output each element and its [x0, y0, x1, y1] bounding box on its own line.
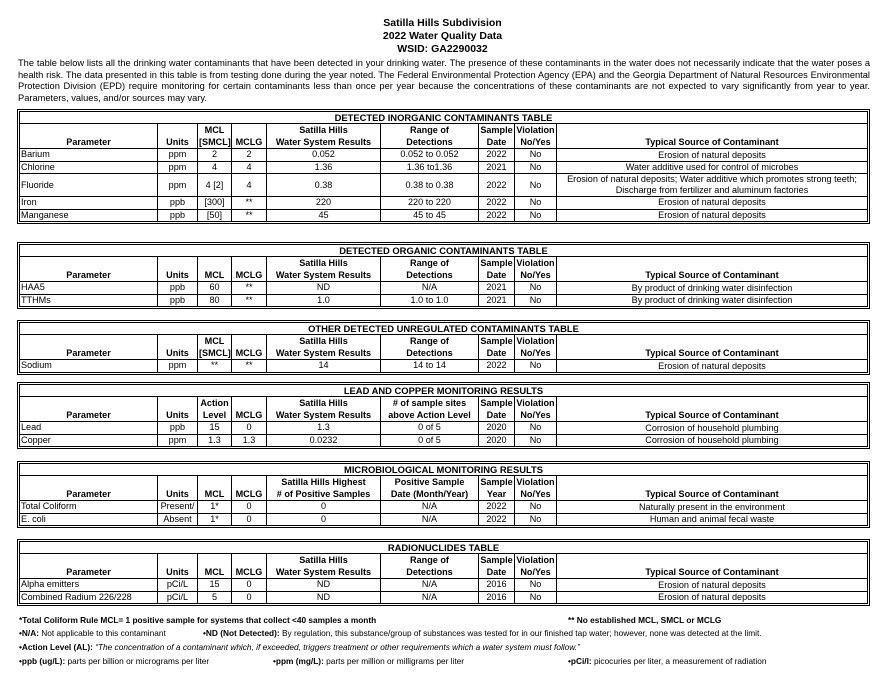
table-cell: 1.3 [198, 434, 232, 446]
table-cell: 60 [198, 282, 232, 294]
table-cell: ** [232, 197, 267, 209]
column-header-top [158, 257, 198, 270]
table-cell: ND [267, 579, 381, 591]
table-cell: 4 [198, 161, 232, 173]
table-cell: 2021 [479, 294, 515, 306]
column-header: Parameter [20, 136, 158, 149]
column-header-top: Satilla Hills [267, 554, 381, 567]
column-header: Typical Source of Contaminant [557, 409, 868, 422]
column-header: Typical Source of Contaminant [557, 269, 868, 282]
table-cell: ** [232, 282, 267, 294]
parameter-cell: Lead [20, 422, 158, 434]
column-header-top: Violation [516, 398, 555, 409]
table-cell: ppm [158, 174, 198, 197]
table-cell: ppb [158, 197, 198, 209]
table-cell: ppm [158, 161, 198, 173]
column-header: MCLG [232, 347, 267, 360]
column-header-top [20, 397, 158, 410]
table-cell: No [515, 294, 557, 306]
table-cell: Absent [158, 513, 198, 525]
column-header-top [557, 257, 868, 270]
table-cell: 14 [267, 360, 381, 372]
table-cell: 1.36 [267, 161, 381, 173]
column-header: Parameter [20, 488, 158, 501]
table-cell: ND [267, 282, 381, 294]
column-header-top [20, 554, 158, 567]
column-header: Water System Results [267, 566, 381, 579]
column-header: Date [479, 136, 515, 149]
table-row [20, 422, 868, 434]
column-header-top [557, 124, 868, 137]
column-header-top: Satilla Hills [267, 124, 381, 137]
column-header: Date [479, 269, 515, 282]
column-header: Date (Month/Year) [381, 488, 479, 501]
column-header: Detections [381, 566, 479, 579]
table-row [20, 294, 868, 306]
column-header-top: Positive Sample [381, 476, 479, 489]
column-header: MCLG [232, 566, 267, 579]
table-cell: 1* [198, 513, 232, 525]
table-row [20, 579, 868, 591]
column-header-top: Violation [516, 125, 555, 136]
column-header: Date [479, 347, 515, 360]
table-cell: 0 [232, 579, 267, 591]
parameter-cell: Iron [20, 197, 158, 209]
table-cell: 1* [198, 501, 232, 513]
column-header-top: Satilla Hills [267, 257, 381, 270]
table-cell: Naturally present in the environment [557, 501, 868, 513]
column-header: No/Yes [515, 409, 557, 422]
column-header-top: Sample [480, 477, 513, 488]
table-cell: N/A [381, 591, 479, 603]
table-cell: Water additive used for control of microbes [557, 161, 868, 173]
table-cell: [50] [198, 209, 232, 221]
column-header: Year [479, 488, 515, 501]
parameter-cell: Total Coliform [20, 501, 158, 513]
column-header: Detections [381, 269, 479, 282]
table-cell: By product of drinking water disinfection [557, 294, 868, 306]
data-table-1 [17, 109, 870, 224]
table-cell: 2 [232, 149, 267, 161]
table-cell: 2021 [479, 282, 515, 294]
column-header-top [232, 397, 267, 410]
column-header-top [232, 257, 267, 270]
table-cell: ppb [158, 294, 198, 306]
data-table-4 [17, 382, 870, 449]
column-header: Detections [381, 136, 479, 149]
table-cell: 0.052 to 0.052 [381, 149, 479, 161]
table-cell: N/A [381, 513, 479, 525]
footnote-ppb: •ppb (ug/L): parts per billion or micrograms per liter [19, 656, 210, 666]
column-header-top [158, 124, 198, 137]
column-header-top: MCL [198, 124, 232, 137]
table-title: LEAD AND COPPER MONITORING RESULTS [20, 385, 868, 397]
column-header: MCLG [232, 136, 267, 149]
table-cell: 1.3 [232, 434, 267, 446]
parameter-cell: Alpha emitters [20, 579, 158, 591]
column-header: Water System Results [267, 136, 381, 149]
table-cell: No [515, 282, 557, 294]
column-header-top: Sample [480, 398, 513, 409]
table-cell: 0 [232, 591, 267, 603]
table-cell: 2022 [479, 197, 515, 209]
table-row [20, 161, 868, 173]
table-cell: 2021 [479, 161, 515, 173]
column-header-top: Violation [516, 477, 555, 488]
column-header-top [557, 335, 868, 348]
column-header-top: Range of [381, 554, 479, 567]
footnote-coliform: *Total Coliform Rule MCL= 1 positive sample for systems that collect <40 samples a month [19, 615, 377, 625]
table-cell: ** [232, 360, 267, 372]
parameter-cell: Chlorine [20, 161, 158, 173]
table-cell: 1.0 [267, 294, 381, 306]
column-header: [SMCL] [199, 137, 231, 148]
table-cell: Corrosion of household plumbing [557, 434, 868, 446]
table-cell: 4 [232, 161, 267, 173]
parameter-cell: TTHMs [20, 294, 158, 306]
table-cell: No [515, 174, 557, 197]
column-header-top [20, 257, 158, 270]
table-cell: Erosion of natural deposits [557, 209, 868, 221]
table-cell: 2020 [479, 422, 515, 434]
table-cell: N/A [381, 282, 479, 294]
table-cell: 15 [198, 422, 232, 434]
table-row [20, 501, 868, 513]
table-title: RADIONUCLIDES TABLE [20, 542, 868, 554]
column-header-top: Range of [381, 124, 479, 137]
column-header-top: Sample [480, 125, 513, 136]
table-cell: 0 [232, 501, 267, 513]
column-header-top [158, 397, 198, 410]
footnote-pci: •pCi/l: picocuries per liter, a measurement of radiation [568, 656, 767, 666]
table-row [20, 149, 868, 161]
column-header-top: Range of [381, 257, 479, 270]
column-header-top [20, 335, 158, 348]
column-header: Date [479, 566, 515, 579]
table-cell: No [515, 161, 557, 173]
column-header-top [232, 476, 267, 489]
table-cell: 45 to 45 [381, 209, 479, 221]
table-cell: ppb [158, 282, 198, 294]
table-cell: No [515, 591, 557, 603]
column-header-top: Action [198, 397, 232, 410]
data-table-2 [17, 242, 870, 309]
table-row [20, 282, 868, 294]
table-cell: ppm [158, 360, 198, 372]
column-header-top: Violation [516, 258, 555, 269]
parameter-cell: Fluoride [20, 174, 158, 197]
table-cell: Erosion of natural deposits [557, 360, 868, 372]
wsid-label: WSID: GA2290032 [397, 43, 488, 55]
table-cell: 0.38 to 0.38 [381, 174, 479, 197]
column-header-top [20, 476, 158, 489]
parameter-cell: Sodium [20, 360, 158, 372]
column-header-top [198, 476, 232, 489]
column-header: # of Positive Samples [267, 488, 381, 501]
column-header-top [557, 476, 868, 489]
column-header: Parameter [20, 269, 158, 282]
doc-subtitle: 2022 Water Quality Data [382, 30, 503, 42]
column-header: Typical Source of Contaminant [557, 347, 868, 360]
table-cell: 0 [267, 513, 381, 525]
table-cell: ** [232, 209, 267, 221]
table-cell: [300] [198, 197, 232, 209]
column-header: MCL [198, 269, 232, 282]
parameter-cell: E. coli [20, 513, 158, 525]
column-header: Parameter [20, 566, 158, 579]
column-header: Units [158, 136, 198, 149]
table-cell: No [515, 149, 557, 161]
table-cell: 0 [232, 422, 267, 434]
table-cell: Erosion of natural deposits [557, 591, 868, 603]
column-header: No/Yes [515, 488, 557, 501]
table-cell: ppm [158, 149, 198, 161]
column-header-top: Satilla Hills [267, 397, 381, 410]
column-header-top: Violation [516, 555, 555, 566]
intro-paragraph: The table below lists all the drinking water contaminants that have been detected in your drinking water. The presence of these contaminants in the water does not necessarily indicate that the water poses a health risk. The data presented in this table is from testing done during the year noted. The Federal Environmental Protection Agency (EPA) and the Georgia Department of Natural Resources Environmental Protection Division (EPD) require monitoring for certain contaminants less than once per year because the concentrations of these contaminants are not expected to vary significantly from year to year. Parameters, values, and/or sources may vary. [18, 58, 870, 104]
column-header-top: Range of [381, 335, 479, 348]
table-title: MICROBIOLOGICAL MONITORING RESULTS [20, 464, 868, 476]
column-header: No/Yes [515, 566, 557, 579]
table-cell: By product of drinking water disinfection [557, 282, 868, 294]
table-cell: No [515, 197, 557, 209]
column-header: Water System Results [267, 269, 381, 282]
column-header: Parameter [20, 409, 158, 422]
column-header: Typical Source of Contaminant [557, 136, 868, 149]
table-cell: 45 [267, 209, 381, 221]
column-header-top [158, 476, 198, 489]
table-cell: 0.052 [267, 149, 381, 161]
table-cell: 2022 [479, 174, 515, 197]
column-header-top: # of sample sites [381, 397, 479, 410]
column-header-top [557, 554, 868, 567]
table-row [20, 591, 868, 603]
column-header: MCL [198, 566, 232, 579]
column-header: Units [158, 347, 198, 360]
column-header: No/Yes [515, 136, 557, 149]
table-cell: Corrosion of household plumbing [557, 422, 868, 434]
column-header-top [198, 554, 232, 567]
table-cell: Erosion of natural deposits [557, 579, 868, 591]
column-header: No/Yes [515, 347, 557, 360]
table-cell: 0 of 5 [381, 422, 479, 434]
table-title: DETECTED ORGANIC CONTAMINANTS TABLE [20, 245, 868, 257]
column-header-top [232, 554, 267, 567]
table-cell: No [515, 422, 557, 434]
doc-title: Satilla Hills Subdivision [383, 17, 502, 29]
footnote-nd: •ND (Not Detected): By regulation, this substance/group of substances was tested for in our finished tap water; however, none was detected at the limit. [203, 628, 762, 638]
table-cell: 2016 [479, 579, 515, 591]
table-row [20, 174, 868, 197]
table-cell: No [515, 209, 557, 221]
table-cell: 2022 [479, 513, 515, 525]
table-cell: 1.0 to 1.0 [381, 294, 479, 306]
table-row [20, 434, 868, 446]
column-header-top: Violation [516, 336, 555, 347]
table-cell: 2020 [479, 434, 515, 446]
table-cell: No [515, 434, 557, 446]
table-row [20, 360, 868, 372]
column-header: Detections [381, 347, 479, 360]
column-header-top: Satilla Hills Highest [267, 476, 381, 489]
table-cell: 1.36 to1.36 [381, 161, 479, 173]
parameter-cell: Combined Radium 226/228 [20, 591, 158, 603]
column-header-top [198, 257, 232, 270]
table-title: DETECTED INORGANIC CONTAMINANTS TABLE [20, 112, 868, 124]
table-cell: 1.3 [267, 422, 381, 434]
column-header-top [232, 124, 267, 137]
table-cell: 0 [232, 513, 267, 525]
table-cell: pCi/L [158, 579, 198, 591]
table-cell: No [515, 360, 557, 372]
column-header: Level [198, 409, 232, 422]
parameter-cell: Manganese [20, 209, 158, 221]
table-title: OTHER DETECTED UNREGULATED CONTAMINANTS TABLE [20, 323, 868, 335]
table-cell: 80 [198, 294, 232, 306]
data-table-3 [17, 320, 870, 375]
table-cell: 2 [198, 149, 232, 161]
column-header: MCL [198, 488, 232, 501]
table-cell: 220 [267, 197, 381, 209]
table-cell: 4 [2] [198, 174, 232, 197]
column-header: Typical Source of Contaminant [557, 488, 868, 501]
table-cell: 2016 [479, 591, 515, 603]
column-header: above Action Level [381, 409, 479, 422]
column-header: Typical Source of Contaminant [557, 566, 868, 579]
parameter-cell: Barium [20, 149, 158, 161]
column-header: Units [158, 566, 198, 579]
table-cell: Present/ [158, 501, 198, 513]
column-header-top [557, 397, 868, 410]
column-header: Parameter [20, 347, 158, 360]
column-header-top [158, 335, 198, 348]
column-header-top: Sample [480, 258, 513, 269]
column-header: [SMCL] [199, 348, 231, 359]
table-cell: N/A [381, 579, 479, 591]
table-cell: Erosion of natural deposits; Water additive which promotes strong teeth; Discharge from fertilizer and aluminum factories [557, 174, 868, 197]
column-header-top: Sample [480, 555, 513, 566]
table-cell: N/A [381, 501, 479, 513]
table-cell: Erosion of natural deposits [557, 197, 868, 209]
table-cell: 0.38 [267, 174, 381, 197]
column-header-top [158, 554, 198, 567]
table-cell: 4 [232, 174, 267, 197]
table-cell: ppb [158, 209, 198, 221]
column-header: Units [158, 488, 198, 501]
table-row [20, 209, 868, 221]
table-cell: pCi/L [158, 591, 198, 603]
column-header-top: Satilla Hills [267, 335, 381, 348]
table-cell: 220 to 220 [381, 197, 479, 209]
column-header-top: Sample [480, 336, 513, 347]
table-cell: 2022 [479, 149, 515, 161]
table-cell: No [515, 579, 557, 591]
footnote-na: •N/A: Not applicable to this contaminant [19, 628, 166, 638]
table-cell: 0.0232 [267, 434, 381, 446]
table-row [20, 197, 868, 209]
column-header: No/Yes [515, 269, 557, 282]
table-cell: 2022 [479, 501, 515, 513]
table-cell: 0 of 5 [381, 434, 479, 446]
table-cell: Erosion of natural deposits [557, 149, 868, 161]
table-cell: 14 to 14 [381, 360, 479, 372]
table-cell: ppb [158, 422, 198, 434]
table-cell: 2022 [479, 360, 515, 372]
table-row [20, 513, 868, 525]
footnote-action-level: •Action Level (AL): “The concentration of a contaminant which, if exceeded, triggers treatment or other requirements which a water system must follow.” [19, 642, 580, 652]
table-cell: ** [232, 294, 267, 306]
data-table-6 [17, 539, 870, 606]
column-header: MCLG [232, 269, 267, 282]
table-cell: No [515, 501, 557, 513]
footnote-no-mcl: ** No established MCL, SMCL or MCLG [568, 615, 722, 625]
table-cell: ** [198, 360, 232, 372]
table-cell: Human and animal fecal waste [557, 513, 868, 525]
column-header: MCLG [232, 409, 267, 422]
column-header: Water System Results [267, 409, 381, 422]
column-header-top [20, 124, 158, 137]
table-cell: ppm [158, 434, 198, 446]
data-table-5 [17, 461, 870, 528]
column-header: MCLG [232, 488, 267, 501]
parameter-cell: HAA5 [20, 282, 158, 294]
table-cell: ND [267, 591, 381, 603]
table-cell: 2022 [479, 209, 515, 221]
table-cell: 0 [267, 501, 381, 513]
table-cell: No [515, 513, 557, 525]
column-header: Units [158, 269, 198, 282]
column-header-top: MCL [198, 335, 232, 348]
table-cell: 5 [198, 591, 232, 603]
column-header: Date [479, 409, 515, 422]
table-cell: 15 [198, 579, 232, 591]
parameter-cell: Copper [20, 434, 158, 446]
column-header: Water System Results [267, 347, 381, 360]
column-header-top [232, 335, 267, 348]
column-header: Units [158, 409, 198, 422]
footnote-ppm: •ppm (mg/L): parts per million or milligrams per liter [273, 656, 465, 666]
